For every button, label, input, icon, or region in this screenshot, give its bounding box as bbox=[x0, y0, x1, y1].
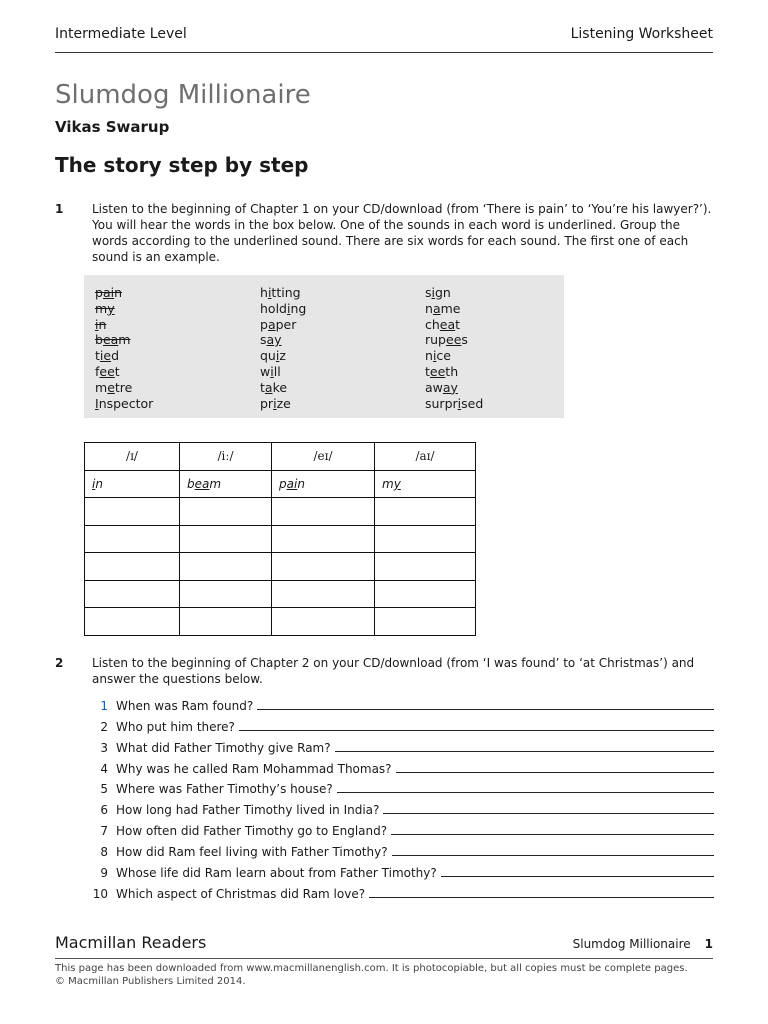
word-item: nice bbox=[425, 348, 451, 364]
word-item: name bbox=[425, 300, 461, 316]
question-1-number: 1 bbox=[55, 202, 64, 216]
word-column-1 bbox=[95, 285, 153, 411]
word-item: metre bbox=[95, 379, 133, 395]
question-1-instructions: Listen to the beginning of Chapter 1 on your CD/download (from ‘There is pain’ to ‘You’re his lawyer?’). You will hear the words in the box below. One of the sounds in each word is underlined. Group the words according to the underlined sound. There are six words for each sound. The first one of each sound is an example. bbox=[92, 202, 712, 264]
question-number: 4 bbox=[100, 761, 108, 776]
word-item: Inspector bbox=[95, 395, 154, 411]
word-item: prize bbox=[260, 395, 291, 411]
question-row bbox=[82, 796, 714, 817]
word-item: pain bbox=[95, 285, 123, 300]
notice-line-1: This page has been downloaded from www.macmillanenglish.com. It is photocopiable, but all copies must be complete pages. bbox=[55, 963, 688, 974]
answer-cell[interactable] bbox=[272, 525, 375, 553]
answer-line[interactable] bbox=[391, 833, 714, 835]
example-cell: beam bbox=[180, 470, 272, 498]
question-text: How long had Father Timothy lived in India? bbox=[116, 803, 380, 818]
question-2-instructions: Listen to the beginning of Chapter 2 on your CD/download (from ‘I was found’ to ‘at Christmas’) and answer the questions below. bbox=[92, 656, 695, 686]
question-2-number: 2 bbox=[55, 656, 64, 670]
answer-cell[interactable] bbox=[180, 553, 272, 581]
word-column-3 bbox=[425, 285, 483, 411]
question-text: Whose life did Ram learn about from Father Timothy? bbox=[116, 866, 437, 881]
question-number: 10 bbox=[92, 886, 108, 901]
answer-cell[interactable] bbox=[375, 608, 476, 636]
answer-cell[interactable] bbox=[375, 580, 476, 608]
answer-row bbox=[85, 498, 476, 526]
answer-row bbox=[85, 553, 476, 581]
example-cell: pain bbox=[272, 470, 375, 498]
word-item: feet bbox=[95, 363, 120, 379]
word-item: rupees bbox=[425, 332, 468, 348]
example-cell: in bbox=[85, 470, 180, 498]
sound-header-cell: /iː/ bbox=[180, 443, 272, 471]
question-number: 7 bbox=[100, 824, 108, 839]
answer-row bbox=[85, 608, 476, 636]
word-item: tied bbox=[95, 348, 120, 364]
word-item: paper bbox=[260, 316, 297, 332]
question-text: When was Ram found? bbox=[116, 698, 254, 713]
word-item: holding bbox=[260, 300, 307, 316]
question-row bbox=[82, 734, 714, 755]
question-text: How did Ram feel living with Father Timothy? bbox=[116, 845, 388, 860]
footer-book-info bbox=[573, 937, 713, 951]
question-number: 9 bbox=[100, 866, 108, 881]
answer-cell[interactable] bbox=[180, 608, 272, 636]
example-row bbox=[85, 470, 476, 498]
answer-cell[interactable] bbox=[85, 580, 180, 608]
word-item: say bbox=[260, 332, 282, 348]
answer-cell[interactable] bbox=[375, 553, 476, 581]
worksheet-label: Listening Worksheet bbox=[570, 26, 713, 42]
sound-header-cell: /aɪ/ bbox=[375, 443, 476, 471]
section-title: The story step by step bbox=[55, 153, 309, 177]
answer-cell[interactable] bbox=[180, 580, 272, 608]
question-row bbox=[82, 838, 714, 859]
sound-header-cell: /eɪ/ bbox=[272, 443, 375, 471]
footer-divider bbox=[55, 958, 713, 959]
answer-line[interactable] bbox=[383, 812, 714, 814]
answer-line[interactable] bbox=[441, 875, 714, 877]
question-number: 1 bbox=[100, 698, 108, 713]
question-text: What did Father Timothy give Ram? bbox=[116, 740, 331, 755]
question-row bbox=[82, 859, 714, 880]
question-row bbox=[82, 880, 714, 901]
word-item: quiz bbox=[260, 348, 286, 364]
page-header bbox=[55, 24, 713, 53]
sound-table-body bbox=[85, 470, 476, 635]
book-author: Vikas Swarup bbox=[55, 118, 170, 136]
question-row bbox=[82, 755, 714, 776]
page-number: 1 bbox=[704, 937, 713, 951]
answer-line[interactable] bbox=[337, 791, 714, 793]
word-item: sign bbox=[425, 285, 451, 300]
word-item: hitting bbox=[260, 285, 301, 300]
answer-cell[interactable] bbox=[85, 608, 180, 636]
word-item: teeth bbox=[425, 363, 459, 379]
question-number: 2 bbox=[100, 719, 108, 734]
sound-table-header bbox=[85, 443, 476, 471]
question-row bbox=[82, 692, 714, 713]
sound-table bbox=[84, 442, 476, 636]
answer-cell[interactable] bbox=[85, 525, 180, 553]
footer-brand: Macmillan Readers bbox=[55, 933, 207, 952]
answer-cell[interactable] bbox=[272, 553, 375, 581]
word-item: my bbox=[95, 300, 115, 316]
word-item: beam bbox=[95, 332, 131, 348]
answer-line[interactable] bbox=[335, 750, 714, 752]
answer-cell[interactable] bbox=[272, 498, 375, 526]
question-row bbox=[82, 713, 714, 734]
word-item: cheat bbox=[425, 316, 461, 332]
question-text: Which aspect of Christmas did Ram love? bbox=[116, 886, 366, 901]
answer-cell[interactable] bbox=[180, 525, 272, 553]
word-item: will bbox=[260, 363, 281, 379]
word-item: take bbox=[260, 379, 288, 395]
question-text: Where was Father Timothy’s house? bbox=[116, 782, 333, 797]
question-number: 8 bbox=[100, 845, 108, 860]
question-text: How often did Father Timothy go to England? bbox=[116, 824, 388, 839]
question-row bbox=[82, 817, 714, 838]
answer-cell[interactable] bbox=[85, 553, 180, 581]
question-number: 5 bbox=[100, 782, 108, 797]
answer-row bbox=[85, 580, 476, 608]
answer-cell[interactable] bbox=[85, 498, 180, 526]
word-column-2 bbox=[260, 285, 306, 411]
question-list bbox=[82, 692, 714, 901]
question-row bbox=[82, 776, 714, 797]
answer-line[interactable] bbox=[392, 854, 714, 856]
word-box bbox=[84, 275, 564, 418]
footer-book-title: Slumdog Millionaire bbox=[572, 937, 691, 951]
answer-line[interactable] bbox=[239, 729, 714, 731]
level-label: Intermediate Level bbox=[55, 26, 187, 42]
answer-cell[interactable] bbox=[272, 608, 375, 636]
answer-cell[interactable] bbox=[375, 498, 476, 526]
answer-line[interactable] bbox=[257, 708, 714, 710]
notice-line-2: © Macmillan Publishers Limited 2014. bbox=[55, 976, 246, 987]
copyright-notice bbox=[55, 962, 715, 988]
word-item: surprised bbox=[425, 395, 484, 411]
answer-line[interactable] bbox=[369, 896, 714, 898]
question-text: Why was he called Ram Mohammad Thomas? bbox=[116, 761, 392, 776]
question-number: 3 bbox=[100, 740, 108, 755]
answer-cell[interactable] bbox=[180, 498, 272, 526]
question-text: Who put him there? bbox=[116, 719, 235, 734]
answer-line[interactable] bbox=[396, 771, 714, 773]
example-cell: my bbox=[375, 470, 476, 498]
answer-cell[interactable] bbox=[272, 580, 375, 608]
word-item: away bbox=[425, 379, 458, 395]
question-number: 6 bbox=[100, 803, 108, 818]
answer-cell[interactable] bbox=[375, 525, 476, 553]
sound-header-cell: /ɪ/ bbox=[85, 443, 180, 471]
book-title: Slumdog Millionaire bbox=[55, 80, 311, 110]
word-item: in bbox=[95, 316, 107, 332]
answer-row bbox=[85, 525, 476, 553]
